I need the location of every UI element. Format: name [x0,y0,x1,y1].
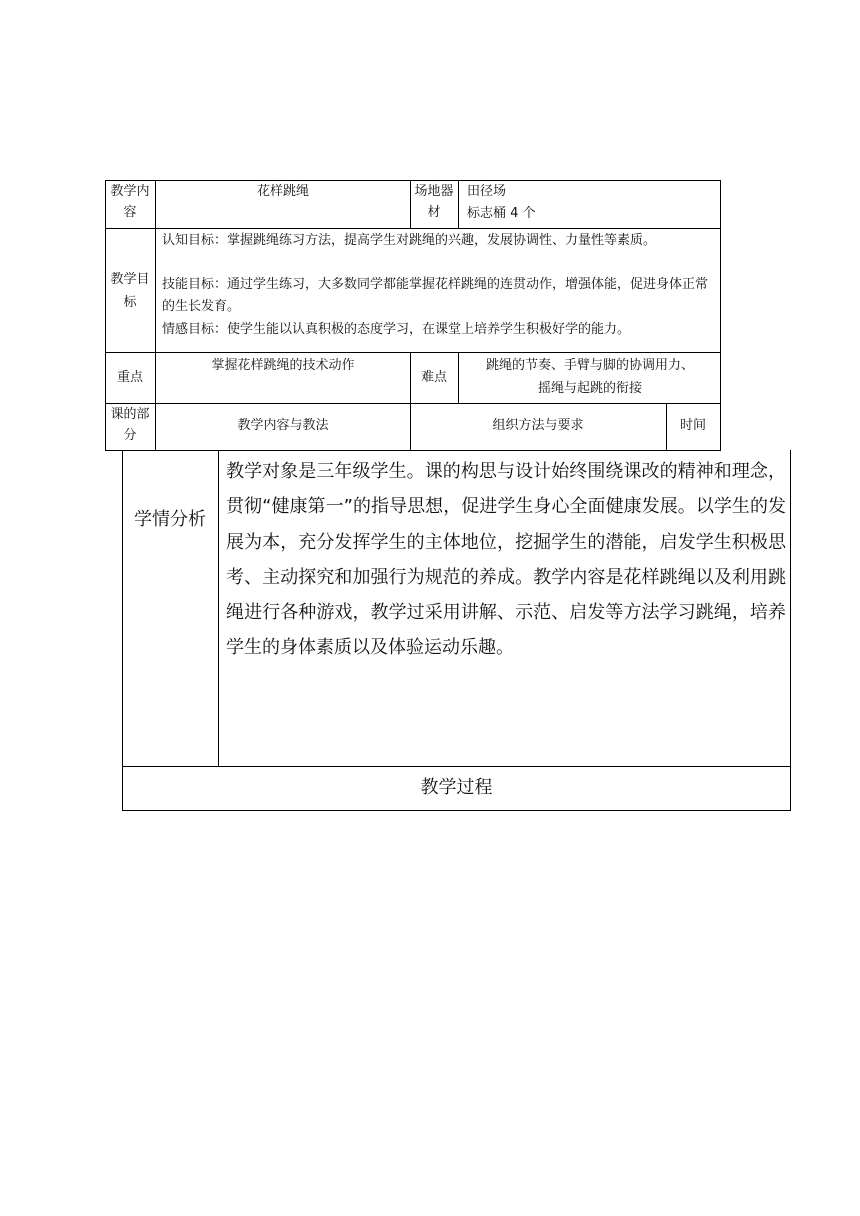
goal-cognitive: 认知目标：掌握跳绳练习方法，提高学生对跳绳的兴趣，发展协调性、力量性等素质。 [162,233,657,248]
key-point-label: 重点 [116,370,143,385]
venue-value: 田径场 [467,184,507,199]
student-analysis-label: 学情分析 [134,509,206,530]
goal-skill: 技能目标：通过学生练习，大多数同学都能掌握花样跳绳的连贯动作，增强体能，促进身体正常的生长发育。 [162,277,709,314]
teaching-process-title: 教学过程 [420,777,493,798]
teaching-goals-label: 教学目标 [110,272,150,310]
time-header: 时间 [679,418,706,433]
difficulty-line2: 摇绳与起跳的衔接 [537,381,642,396]
organization-header: 组织方法与要求 [492,418,584,433]
goal-emotional: 情感目标：使学生能以认真积极的态度学习，在课堂上培养学生积极好学的能力。 [162,322,631,337]
student-analysis-text: 教学对象是三年级学生。课的构思与设计始终围绕课改的精神和理念，贯彻“健康第一”的指导思想，促进学生身心全面健康发展。以学生的发展为本，充分发挥学生的主体地位，挖掘学生的潜能，启发学生积极思考、主动探究和加强行为规范的养成。教学内容是花样跳绳以及利用跳绳进行各种游戏，教学过采用讲解、示范、启发等方法学习跳绳，培养学生的身体素质以及体验运动乐趣。 [226,461,786,659]
difficulty-label: 难点 [420,370,447,385]
teaching-content-value: 花样跳绳 [256,184,309,199]
teaching-content-label: 教学内容 [110,184,150,220]
lesson-part-label: 课的部分 [110,407,150,443]
equipment-value: 标志桶 4 个 [467,206,536,221]
content-method-header: 教学内容与教法 [237,418,329,433]
difficulty-line1: 跳绳的节奏、手臂与脚的协调用力、 [485,358,694,373]
venue-equipment-label: 场地器材 [414,184,454,220]
key-point-value: 掌握花样跳绳的技术动作 [211,358,355,373]
